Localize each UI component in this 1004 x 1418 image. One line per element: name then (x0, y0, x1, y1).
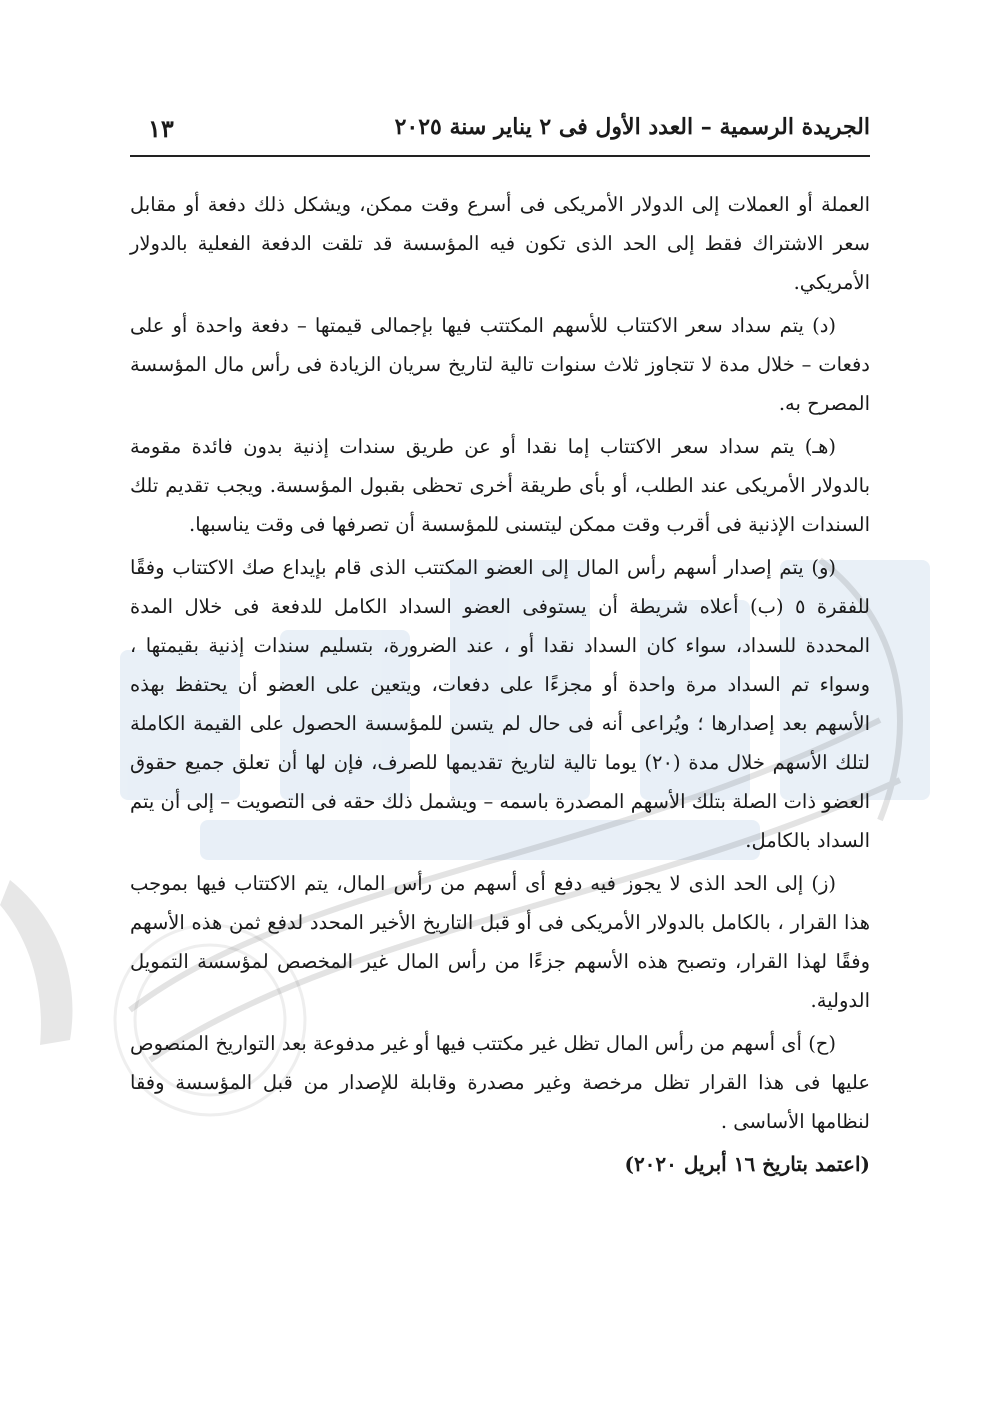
approval-date-note: (اعتمد بتاريخ ١٦ أبريل ٢٠٢٠) (624, 1152, 870, 1176)
paragraph-w: (و) يتم إصدار أسهم رأس المال إلى العضو المكتتب الذى قام بإيداع صك الاكتتاب وفقًا للفقرة ٥ (ب) أعلاه شريطة أن يستوفى العضو السداد الكامل للدفعة فى خلال المدة المحددة للسداد، سواء كان السداد نقدا أو ، عند الضرورة، بتسليم سندات إذنية بقيمتها ، وسواء تم السداد مرة واحدة أو مجزءًا على دفعات، ويتعين على العضو أن يحتفظ بهذه الأسهم بعد إصدارها ؛ ويُراعى أنه فى حال لم يتسن للمؤسسة الحصول على القيمة الكاملة لتلك الأسهم خلال مدة (٢٠) يوما تالية لتاريخ تقديمها للصرف، فإن لها أن تعلق جميع حقوق العضو ذات الصلة بتلك الأسهم المصدرة باسمه – ويشمل ذلك حقه فى التصويت – إلى أن يتم السداد بالكامل. (130, 556, 870, 852)
paragraph-h: (هـ) يتم سداد سعر الاكتتاب إما نقدا أو عن طريق سندات إذنية بدون فائدة مقومة بالدولار الأمريكى عند الطلب، أو بأى طريقة أخرى تحظى بقبول المؤسسة. ويجب تقديم تلك السندات الإذنية فى أقرب وقت ممكن ليتسنى للمؤسسة أن تصرفها فى وقت يناسبها. (130, 435, 870, 536)
gazette-header-title: الجريدة الرسمية – العدد الأول فى ٢ يناير سنة ٢٠٢٥ (394, 114, 870, 140)
paragraph-continuation: العملة أو العملات إلى الدولار الأمريكى فى أسرع وقت ممكن، ويشكل ذلك دفعة أو مقابل سعر الاشتراك فقط إلى الحد الذى تكون فيه المؤسسة قد تلقت الدفعة الفعلية بالدولار الأمريكي. (130, 193, 870, 294)
paragraph-ha: (ح) أى أسهم من رأس المال تظل غير مكتتب فيها أو غير مدفوعة بعد التواريخ المنصوص عليها فى هذا القرار تظل مرخصة وغير مصدرة وقابلة للإصدار من قبل المؤسسة وفقا لنظامها الأساسى . (130, 1032, 870, 1133)
document-body (130, 185, 870, 1184)
page-number: ١٣ (148, 114, 174, 143)
paragraph-z: (ز) إلى الحد الذى لا يجوز فيه دفع أى أسهم من رأس المال، يتم الاكتتاب فيها بموجب هذا القرار ، بالكامل بالدولار الأمريكى فى أو قبل التاريخ الأخير المحدد لدفع ثمن هذه الأسهم وفقًا لهذا القرار، وتصبح هذه الأسهم جزءًا من رأس المال غير المخصص لمؤسسة التمويل الدولية. (130, 872, 870, 1012)
header-divider (130, 155, 870, 157)
page-header (130, 110, 870, 150)
paragraph-d: (د) يتم سداد سعر الاكتتاب للأسهم المكتتب فيها بإجمالى قيمتها – دفعة واحدة أو على دفعات – خلال مدة لا تتجاوز ثلاث سنوات تالية لتاريخ سريان الزيادة فى رأس مال المؤسسة المصرح به. (130, 314, 870, 415)
